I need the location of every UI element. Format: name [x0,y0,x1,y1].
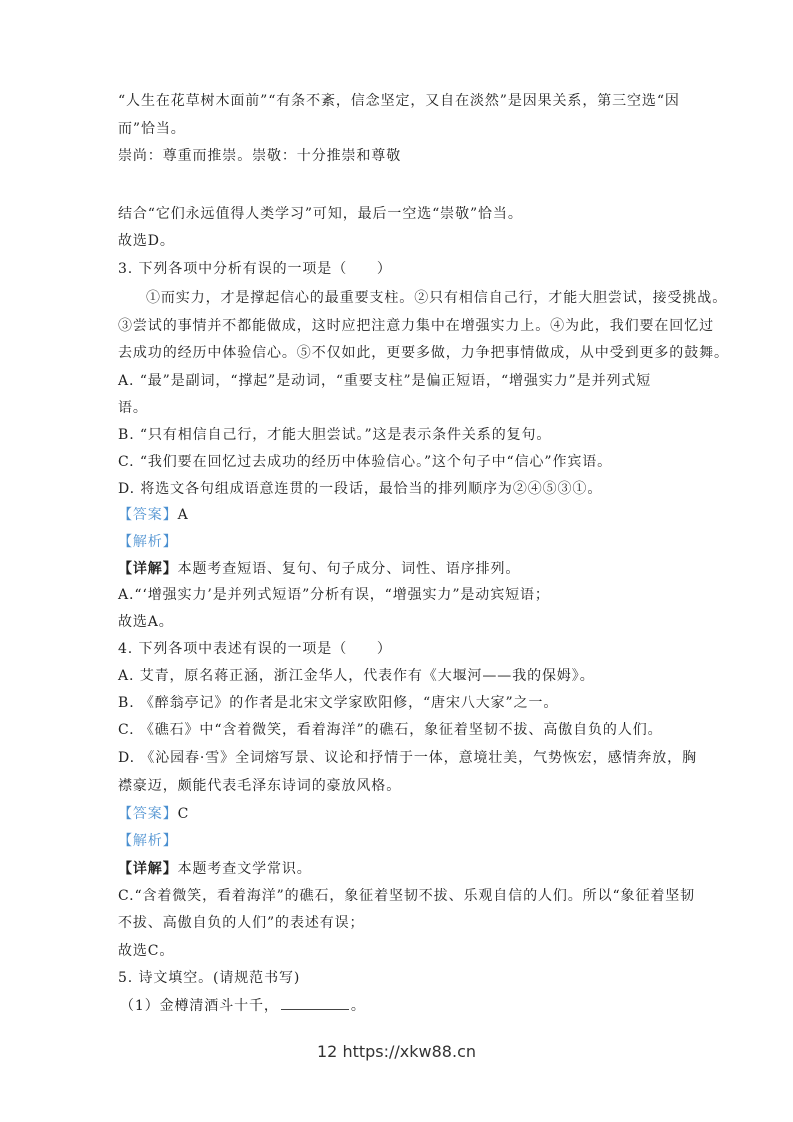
analysis-tag: 【解析】 [118,833,178,849]
text-line: “人生在花草树木面前”“有条不紊，信念坚定，又自在淡然”是因果关系，第三空选“因 [118,93,680,109]
detail-line [118,560,520,578]
passage-line: 去成功的经历中体验信心。⑤不仅如此，更要多做，力争把事情做成，从中受到更多的鼓舞。 [118,345,729,361]
text-line: 结合“它们永远值得人类学习”可知，最后一空选“崇敬”恰当。 [118,206,523,222]
option-a-cont: 语。 [118,400,148,416]
text-line: C.“含着微笑，看着海洋”的礁石，象征着坚韧不拔、乐观自信的人们。所以“象征着坚韧 [118,888,696,904]
answer-tag: 【答案】 [118,507,178,523]
detail-tag: 【详解】 [118,861,178,877]
detail-line [118,860,312,878]
text-line: 故选A。 [118,614,174,630]
analysis-tag: 【解析】 [118,534,178,550]
option-c: C. 《礁石》中“含着微笑，看着海洋”的礁石，象征着坚韧不拔、高傲自负的人们。 [118,722,663,738]
fill-blank-line [120,997,366,1015]
text-line: A.“‘增强实力’是并列式短语”分析有误，“增强实力”是动宾短语； [118,587,550,603]
poem-text: （1）金樽清酒斗十千， [120,998,279,1014]
detail-text: 本题考查文学常识。 [177,861,312,877]
question-5: 5. 诗文填空。(请规范书写) [118,970,301,986]
detail-text: 本题考查短语、复句、句子成分、词性、语序排列。 [177,561,521,577]
question-3: 3. 下列各项中分析有误的一项是（ ） [118,261,392,277]
answer-line [118,506,189,524]
passage-line: ③尝试的事情并不都能做成，这时应把注意力集中在增强实力上。④为此，我们要在回忆过 [118,318,714,334]
option-c: C. “我们要在回忆过去成功的经历中体验信心。”这个句子中“信心”作宾语。 [118,454,613,470]
detail-tag: 【详解】 [118,561,178,577]
text-line: 不拔、高傲自负的人们”的表述有误； [118,915,365,931]
answer-value: C [177,806,190,822]
option-a: A. “最”是副词，“撑起”是动词，“重要支柱”是偏正短语，“增强实力”是并列式短 [118,373,652,389]
text-line: 而”恰当。 [118,121,186,137]
poem-end: 。 [350,998,366,1014]
passage-line: ①而实力，才是撑起信心的最重要支柱。②只有相信自己行，才能大胆尝试，接受挑战。 [146,290,728,306]
text-line: 崇尚：尊重而推崇。崇敬：十分推崇和尊敬 [118,148,402,164]
text-line: 故选C。 [118,943,175,959]
answer-line [118,805,189,823]
question-4: 4. 下列各项中表述有误的一项是（ ） [118,641,392,657]
option-a: A. 艾青，原名蒋正涵，浙江金华人，代表作有《大堰河——我的保姆》。 [118,668,595,684]
page-footer: 12 https://xkw88.cn [317,1042,476,1061]
option-d-cont: 襟豪迈，颇能代表毛泽东诗词的豪放风格。 [118,778,402,794]
option-b: B. 《醉翁亭记》的作者是北宋文学家欧阳修，“唐宋八大家”之一。 [118,695,559,711]
option-d: D. 将选文各句组成语意连贯的一段话，最恰当的排列顺序为②④⑤③①。 [118,481,603,497]
option-d: D. 《沁园春·雪》全词熔写景、议论和抒情于一体，意境壮美，气势恢宏，感情奔放，胸 [118,750,697,766]
text-line: 故选D。 [118,233,175,249]
answer-value: A [177,507,189,523]
answer-tag: 【答案】 [118,806,178,822]
answer-blank [281,997,349,1010]
option-b: B. “只有相信自己行，才能大胆尝试。”这是表示条件关系的复句。 [118,427,552,443]
